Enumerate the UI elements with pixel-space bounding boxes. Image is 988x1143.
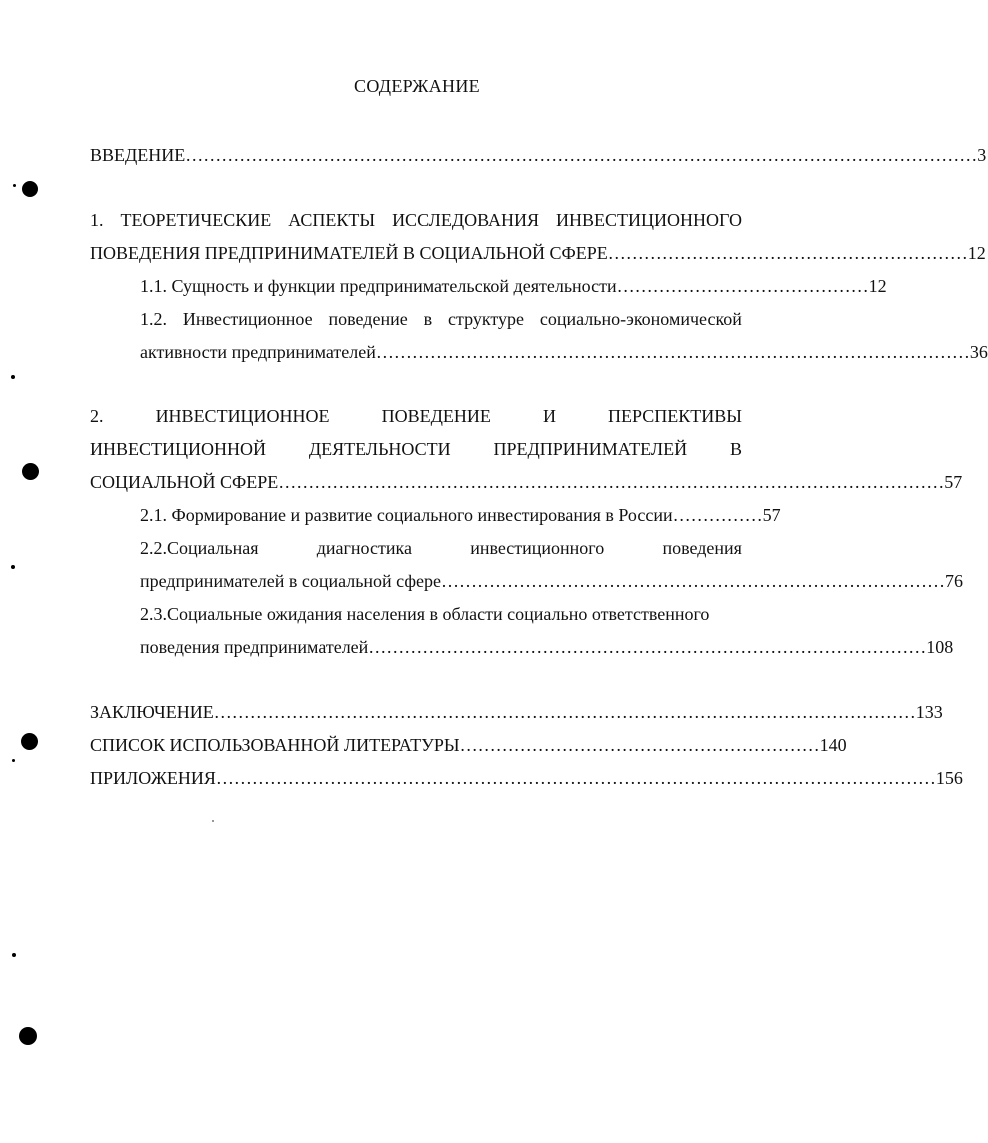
speck-mark: [212, 820, 214, 822]
binder-hole-mark: [21, 733, 38, 750]
toc-entry-text: поведения предпринимателей: [140, 637, 369, 657]
leader-dots: ……………………………………: [616, 276, 869, 296]
page-number: 3: [977, 145, 987, 165]
page-number: 133: [915, 702, 943, 722]
toc-entry-text: 2.3.Социальные ожидания населения в области социально ответственного: [140, 604, 710, 624]
toc-entry-2-2-line2[interactable]: [140, 569, 964, 593]
toc-chapter1-line2[interactable]: [90, 241, 986, 265]
toc-entry-text: 1.1. Сущность и функции предпринимательской деятельности: [140, 276, 617, 296]
toc-chapter2-line2[interactable]: [90, 437, 742, 461]
toc-entry-text: предпринимателей в социальной сфере: [140, 571, 442, 591]
toc-entry-text: активности предпринимателей: [140, 342, 376, 362]
toc-chapter1-line1[interactable]: [90, 208, 742, 232]
page-number: 57: [762, 505, 781, 525]
toc-chapter2-line1[interactable]: [90, 404, 742, 428]
page-number: 12: [868, 276, 887, 296]
page-number: 36: [969, 342, 988, 362]
toc-entry-text: ПРИЛОЖЕНИЯ: [90, 768, 216, 788]
word: инвестиционного: [470, 538, 605, 558]
word: поведение: [328, 309, 408, 329]
word: Инвестиционное: [182, 309, 313, 329]
toc-entry-references[interactable]: [90, 733, 847, 757]
speck-mark: [11, 565, 15, 569]
page-number: 12: [967, 243, 986, 263]
word: ИНВЕСТИЦИОННОЙ: [90, 439, 266, 459]
word: В: [729, 439, 742, 459]
toc-entry-conclusion[interactable]: [90, 700, 943, 724]
binder-hole-mark: [22, 181, 38, 197]
toc-entry-text: СОЦИАЛЬНОЙ СФЕРЕ: [90, 472, 279, 492]
toc-entry-text: ВВЕДЕНИЕ: [90, 145, 186, 165]
page-number: 156: [935, 768, 963, 788]
toc-entry-appendix[interactable]: [90, 766, 963, 790]
word: 2.: [90, 406, 104, 426]
word: ПЕРСПЕКТИВЫ: [608, 406, 742, 426]
speck-mark: [11, 375, 15, 379]
speck-mark: [13, 184, 16, 187]
binder-hole-mark: [22, 463, 39, 480]
page-number: 140: [819, 735, 847, 755]
page-number: 76: [945, 571, 964, 591]
leader-dots: ……………………………………………………: [459, 735, 820, 755]
word: ИНВЕСТИЦИОННОЕ: [155, 406, 330, 426]
word: поведения: [662, 538, 742, 558]
word: И: [542, 406, 556, 426]
toc-entry-1-2-line1[interactable]: [140, 307, 742, 331]
word: ПРЕДПРИНИМАТЕЛЕЙ: [493, 439, 688, 459]
binder-hole-mark: [19, 1027, 37, 1045]
toc-entry-2-3-line2[interactable]: [140, 635, 954, 659]
word: диагностика: [316, 538, 412, 558]
page-title: СОДЕРЖАНИЕ: [354, 76, 480, 96]
leader-dots: …………………………………………………………………………………………………: [278, 472, 945, 492]
word: ПОВЕДЕНИЕ: [381, 406, 491, 426]
word: АСПЕКТЫ: [288, 210, 376, 230]
toc-entry-2-1[interactable]: [140, 503, 781, 527]
word: социально-экономической: [539, 309, 742, 329]
word: структуре: [448, 309, 524, 329]
word: ТЕОРЕТИЧЕСКИЕ: [120, 210, 272, 230]
word: ДЕЯТЕЛЬНОСТИ: [308, 439, 451, 459]
toc-entry-text: ЗАКЛЮЧЕНИЕ: [90, 702, 214, 722]
toc-entry-2-3-line1[interactable]: [140, 602, 742, 626]
word: 2.2.Социальная: [140, 538, 259, 558]
word: 1.2.: [140, 309, 167, 329]
page-number: 57: [944, 472, 963, 492]
toc-entry-intro[interactable]: [90, 143, 987, 167]
toc-chapter2-line3[interactable]: [90, 470, 963, 494]
toc-entry-text: 2.1. Формирование и развитие социального инвестирования в России: [140, 505, 673, 525]
toc-entry-2-2-line1[interactable]: [140, 536, 742, 560]
speck-mark: [12, 759, 15, 762]
word: в: [423, 309, 433, 329]
leader-dots: ……………………………………………………: [607, 243, 968, 263]
speck-mark: [12, 953, 16, 957]
word: ИНВЕСТИЦИОННОГО: [556, 210, 742, 230]
toc-entry-text: СПИСОК ИСПОЛЬЗОВАННОЙ ЛИТЕРАТУРЫ: [90, 735, 460, 755]
word: ИССЛЕДОВАНИЯ: [392, 210, 539, 230]
leader-dots: ……………: [672, 505, 763, 525]
leader-dots: …………………………………………………………………………………………………………: [215, 768, 936, 788]
toc-entry-1-2-line2[interactable]: [140, 340, 988, 364]
toc-entry-text: ПОВЕДЕНИЯ ПРЕДПРИНИМАТЕЛЕЙ В СОЦИАЛЬНОЙ СФЕРЕ: [90, 243, 608, 263]
leader-dots: ………………………………………………………………………………………………………: [213, 702, 916, 722]
page-number: 108: [926, 637, 954, 657]
leader-dots: …………………………………………………………………………: [441, 571, 946, 591]
toc-entry-1-1[interactable]: [140, 274, 887, 298]
leader-dots: ……………………………………………………………………………………………………………………: [185, 145, 978, 165]
chapter-number: 1.: [90, 210, 104, 230]
leader-dots: …………………………………………………………………………………: [368, 637, 927, 657]
leader-dots: ………………………………………………………………………………………: [375, 342, 970, 362]
